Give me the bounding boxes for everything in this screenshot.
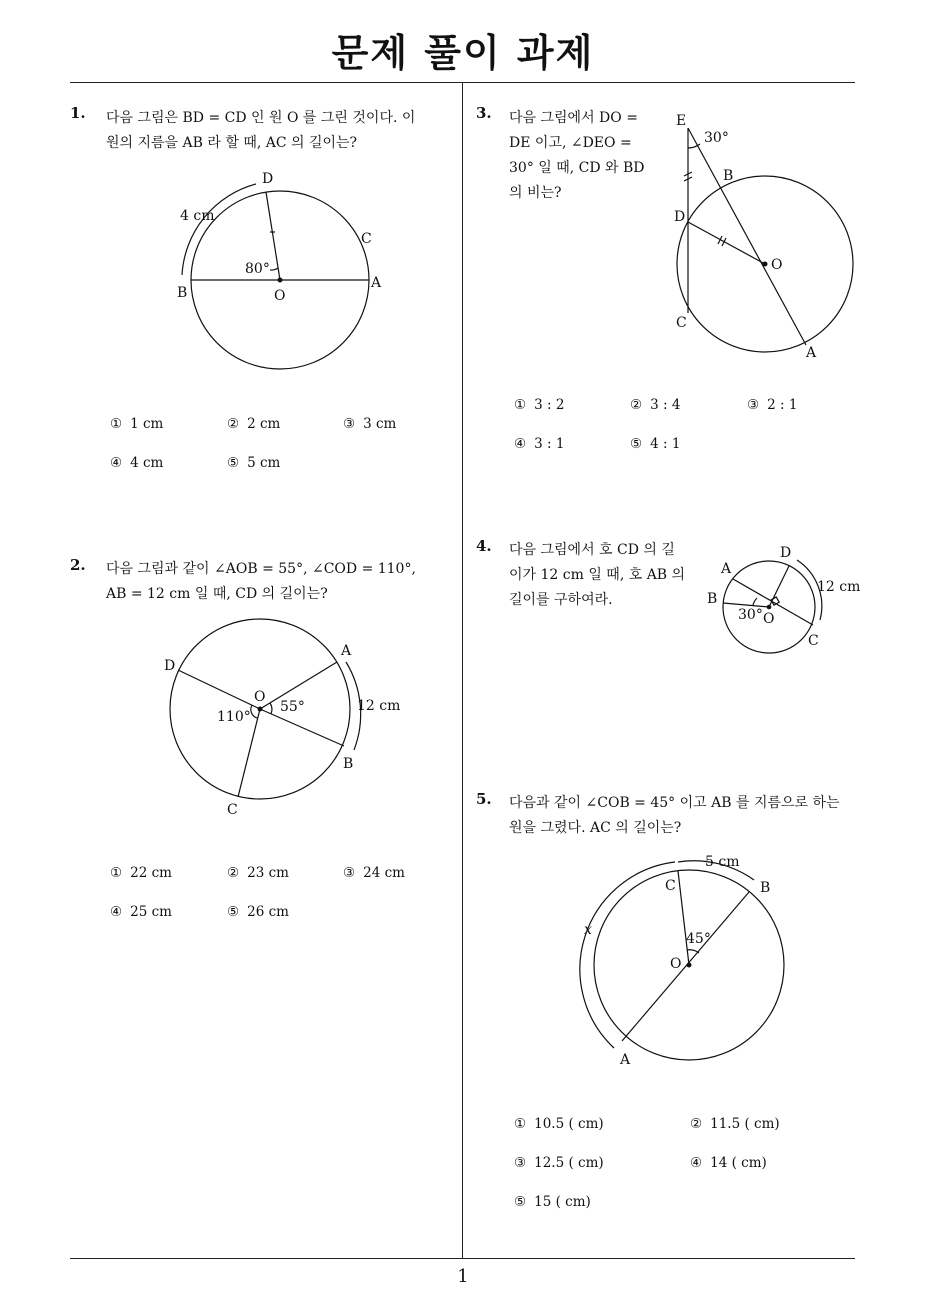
q4-label-d: D — [780, 545, 792, 561]
q5-label-x: x — [584, 922, 592, 938]
q2-choice-1[interactable]: ① 22 cm — [110, 865, 172, 881]
q2-angle-label-1: 110° — [217, 709, 251, 725]
q5-label-c: C — [665, 878, 676, 894]
q2-choice-2[interactable]: ② 23 cm — [227, 865, 289, 881]
q1-number: 1. — [70, 104, 86, 122]
q2-label-o: O — [254, 689, 266, 705]
q1-choice-5[interactable]: ⑤ 5 cm — [227, 455, 281, 471]
q4-angle-label: 30° — [738, 607, 763, 623]
q1-label-c: C — [361, 231, 372, 247]
q2-line2: AB = 12 cm 일 때, CD 의 길이는? — [106, 586, 328, 602]
q3-line2: DE 이고, ∠DEO = — [509, 135, 632, 151]
q3-angle-label: 30° — [704, 130, 729, 146]
q3-label-b: B — [723, 168, 734, 184]
q1-line1: 다음 그림은 BD = CD 인 원 O 를 그린 것이다. 이 — [106, 110, 416, 126]
q3-label-a: A — [806, 345, 817, 361]
q2-label-c: C — [227, 802, 238, 818]
q5-arc-label: 5 cm — [705, 854, 740, 870]
q3-number: 3. — [476, 104, 492, 122]
q5-line2: 원을 그렸다. AC 의 길이는? — [509, 820, 682, 836]
q5-choice-2[interactable]: ② 11.5 ( cm) — [690, 1116, 780, 1132]
page-title: 문제 풀이 과제 — [331, 31, 595, 75]
q3-choice-5[interactable]: ⑤ 4 : 1 — [630, 436, 681, 452]
q3-choice-4[interactable]: ④ 3 : 1 — [514, 436, 565, 452]
page-number: 1 — [457, 1266, 469, 1287]
q3-label-o: O — [771, 257, 783, 273]
q4-arc-label: 12 cm — [817, 579, 861, 595]
q5-label-o: O — [670, 956, 682, 972]
q5-choice-1[interactable]: ① 10.5 ( cm) — [514, 1116, 604, 1132]
q5-radius-oc — [678, 871, 689, 965]
q3-line1: 다음 그림에서 DO = — [509, 110, 638, 126]
q1-label-a: A — [371, 275, 382, 291]
q3-line3: 30° 일 때, CD 와 BD — [509, 160, 645, 176]
q2-choice-4[interactable]: ④ 25 cm — [110, 904, 172, 920]
q4-line2: 이가 12 cm 일 때, 호 AB 의 — [509, 567, 686, 583]
q5-label-a: A — [620, 1052, 631, 1068]
q2-arc-label: 12 cm — [357, 698, 401, 714]
q1-choice-1[interactable]: ① 1 cm — [110, 416, 164, 432]
q2-choice-3[interactable]: ③ 24 cm — [343, 865, 405, 881]
q3-choice-3[interactable]: ③ 2 : 1 — [747, 397, 798, 413]
q5-choice-3[interactable]: ③ 12.5 ( cm) — [514, 1155, 604, 1171]
q4-number: 4. — [476, 537, 492, 555]
q3-choice-2[interactable]: ② 3 : 4 — [630, 397, 681, 413]
q1-label-d: D — [262, 171, 274, 187]
q4-line1: 다음 그림에서 호 CD 의 길 — [509, 542, 675, 558]
q2-angle-label-2: 55° — [280, 699, 305, 715]
q5-angle-label: 45° — [686, 931, 711, 947]
q4-label-c: C — [808, 633, 819, 649]
q2-label-b: B — [343, 756, 354, 772]
q2-number: 2. — [70, 556, 86, 574]
q1-arc-label: 4 cm — [180, 208, 215, 224]
q5-number: 5. — [476, 790, 492, 808]
q1-choice-2[interactable]: ② 2 cm — [227, 416, 281, 432]
q5-choice-4[interactable]: ④ 14 ( cm) — [690, 1155, 767, 1171]
q1-choice-4[interactable]: ④ 4 cm — [110, 455, 164, 471]
q2-label-d: D — [164, 658, 176, 674]
q3-label-d: D — [674, 209, 686, 225]
q3-line4: 의 비는? — [509, 185, 562, 201]
q4-label-o: O — [763, 611, 775, 627]
q1-line2: 원의 지름을 AB 라 할 때, AC 의 길이는? — [106, 135, 358, 151]
q4-line3: 길이를 구하여라. — [509, 592, 613, 608]
q3-choice-1[interactable]: ① 3 : 2 — [514, 397, 565, 413]
q2-line1: 다음 그림과 같이 ∠AOB = 55°, ∠COD = 110°, — [106, 561, 416, 577]
q5-label-b: B — [760, 880, 771, 896]
q1-label-o: O — [274, 288, 286, 304]
q2-label-a: A — [341, 643, 352, 659]
q1-label-b: B — [177, 285, 188, 301]
q4-label-a: A — [721, 561, 732, 577]
q5-line1: 다음과 같이 ∠COB = 45° 이고 AB 를 지름으로 하는 — [509, 795, 840, 811]
q5-diameter-ab — [622, 892, 749, 1041]
q1-angle-label: 80° — [245, 261, 270, 277]
q3-label-e: E — [676, 113, 687, 129]
q2-choice-5[interactable]: ⑤ 26 cm — [227, 904, 289, 920]
q3-label-c: C — [676, 315, 687, 331]
q4-label-b: B — [707, 591, 718, 607]
q5-choice-5[interactable]: ⑤ 15 ( cm) — [514, 1194, 591, 1210]
q1-choice-3[interactable]: ③ 3 cm — [343, 416, 397, 432]
